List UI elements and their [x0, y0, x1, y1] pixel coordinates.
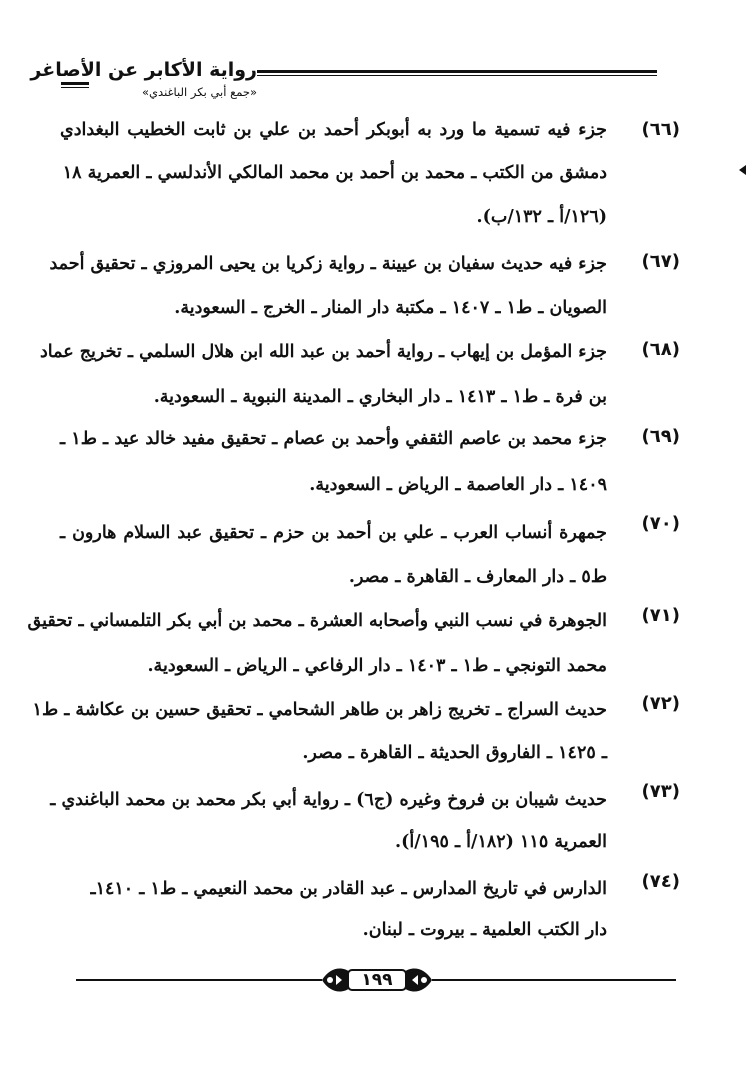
entry-line: ط٥ ـ دار المعارف ـ القاهرة ـ مصر.: [348, 567, 607, 587]
entry-line: دمشق من الكتب ـ محمد بن أحمد بن محمد المالكي الأندلسي ـ العمرية ١٨: [62, 163, 607, 183]
entry-line: (١٢٦/أ ـ ١٣٢/ب).: [476, 207, 607, 227]
entry-number: (٧١): [641, 605, 680, 626]
entry-line: جزء فيه تسمية ما ورد به أبوبكر أحمد بن علي بن ثابت الخطيب البغدادي: [60, 120, 607, 140]
reference-entry: [60, 425, 680, 495]
entry-number: (٦٩): [641, 426, 680, 447]
reference-entry: [32, 692, 680, 763]
reference-entry: [39, 338, 680, 408]
entry-line: حديث شيبان بن فروخ وغيره (ج٦) ـ رواية أبي بكر محمد بن محمد الباغندي ـ: [50, 790, 607, 810]
margin-mark-icon: [739, 165, 746, 175]
running-header-title: رواية الأكابر عن الأصاغر: [30, 59, 257, 81]
entry-number: (٦٨): [641, 339, 680, 360]
entry-line: جمهرة أنساب العرب ـ علي بن أحمد بن حزم ـ تحقيق عبد السلام هارون ـ: [60, 523, 607, 543]
entry-number: (٧٣): [641, 781, 680, 802]
reference-entry: [60, 870, 680, 940]
entry-line: جزء محمد بن عاصم الثقفي وأحمد بن عصام ـ تحقيق مفيد خالد عيد ـ ط١ ـ: [60, 429, 607, 449]
entry-line: ـ ١٤٢٥ ـ الفاروق الحديثة ـ القاهرة ـ مصر.: [302, 743, 607, 763]
entry-line: دار الكتب العلمية ـ بيروت ـ لبنان.: [362, 920, 607, 940]
entry-line: العمرية ١١٥ (١٨٢/أ ـ ١٩٥/أ).: [395, 832, 607, 852]
entry-line: جزء المؤمل بن إيهاب ـ رواية أحمد بن عبد الله ابن هلال السلمي ـ تخريج عماد: [39, 342, 607, 362]
entry-line: حديث السراج ـ تخريج زاهر بن طاهر الشحامي ـ تحقيق حسين بن عكاشة ـ ط١: [32, 700, 607, 720]
footer-rule-left: [76, 979, 322, 981]
header-rule-left: [61, 82, 89, 85]
header-rule-thin: [257, 75, 657, 76]
entry-number: (٦٧): [641, 251, 680, 272]
entry-line: جزء فيه حديث سفيان بن عيينة ـ رواية زكريا بن يحيى المروزي ـ تحقيق أحمد: [49, 254, 607, 274]
entry-line: الدارس في تاريخ المدارس ـ عبد القادر بن محمد النعيمي ـ ط١ ـ ١٤١٠ـ: [90, 879, 607, 899]
entry-number: (٦٦): [641, 119, 680, 140]
reference-entry: [49, 250, 680, 320]
page-number: ١٩٩: [361, 970, 393, 990]
entry-line: محمد التونجي ـ ط١ ـ ١٤٠٣ ـ دار الرفاعي ـ الرياض ـ السعودية.: [147, 656, 607, 676]
entry-number: (٧٠): [641, 513, 680, 534]
reference-entry: [50, 780, 680, 852]
entry-number: (٧٢): [641, 693, 680, 714]
entry-number: (٧٤): [641, 871, 680, 892]
header-rule-left-thin: [61, 87, 89, 88]
reference-entry: [60, 118, 680, 228]
reference-entry: [27, 604, 680, 676]
entry-line: الجوهرة في نسب النبي وأصحابه العشرة ـ محمد بن أبي بكر التلمساني ـ تحقيق: [27, 611, 607, 631]
entry-line: ١٤٠٩ ـ دار العاصمة ـ الرياض ـ السعودية.: [309, 475, 607, 495]
running-header-subtitle: «جمع أبي بكر الباغندي»: [142, 85, 257, 99]
reference-entry: [60, 512, 680, 587]
footer-rule-right: [432, 979, 676, 981]
entry-line: الصويان ـ ط١ ـ ١٤٠٧ ـ مكتبة دار المنار ـ الخرج ـ السعودية.: [174, 298, 607, 318]
entry-line: بن فرة ـ ط١ ـ ١٤١٣ ـ دار البخاري ـ المدينة النبوية ـ السعودية.: [153, 387, 607, 407]
header-rule: [257, 70, 657, 73]
